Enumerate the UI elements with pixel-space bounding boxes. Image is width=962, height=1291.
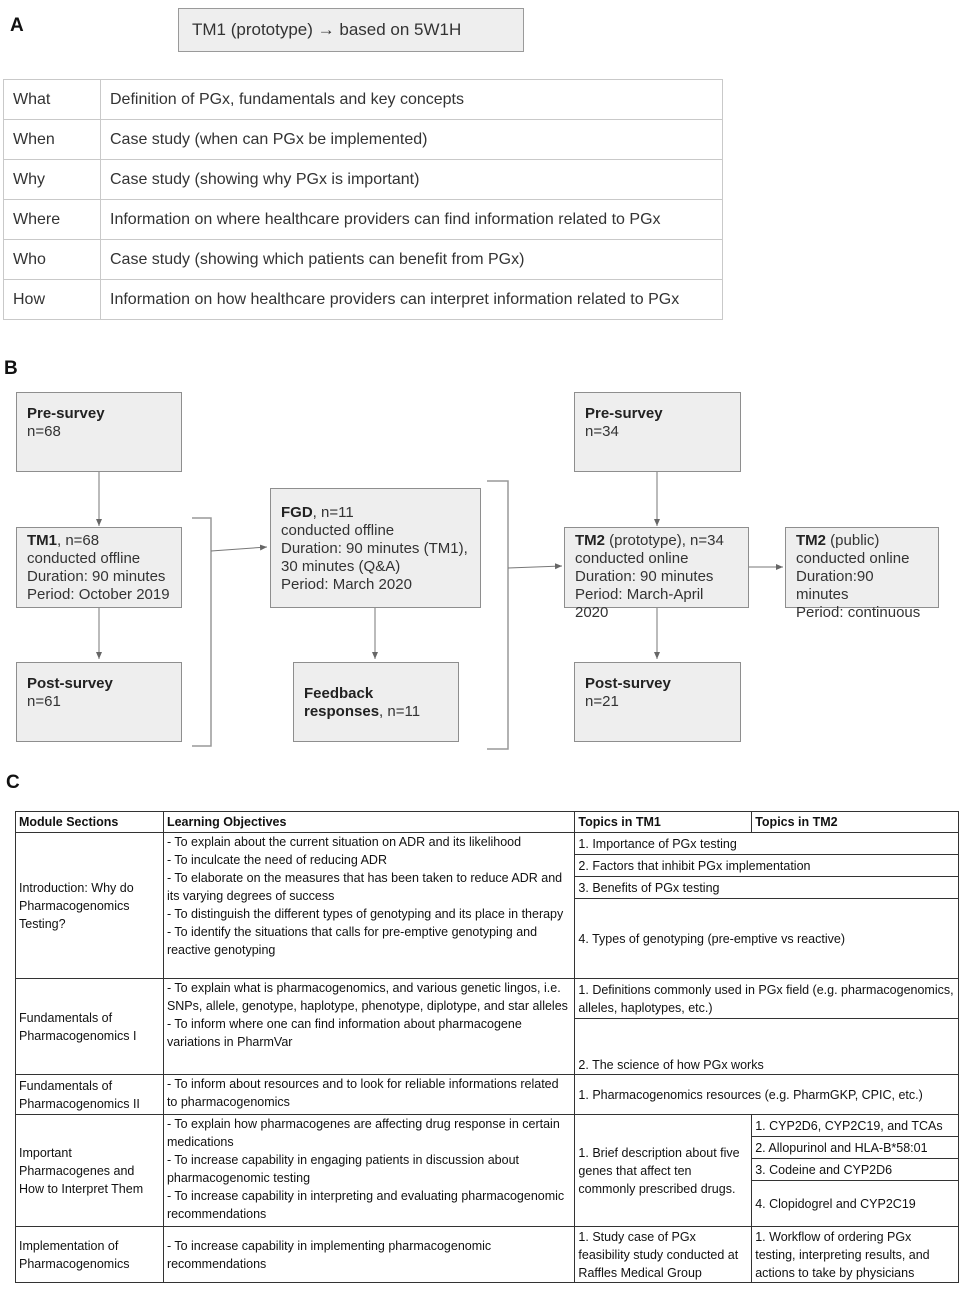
pre-survey-2-title: Pre-survey	[585, 405, 663, 422]
table-row	[16, 833, 959, 855]
tm1-mode: conducted offline	[27, 550, 141, 567]
objectives-cell	[163, 1115, 574, 1227]
topic-tm1-cell: 1. Brief description about five genes that affect ten commonly prescribed drugs.	[575, 1115, 752, 1227]
topic-tm2-cell: 2. Allopurinol and HLA-B*58:01	[752, 1137, 959, 1159]
objective-item: - To elaborate on the measures that has been taken to reduce ADR and its varying degrees of success	[166, 871, 563, 903]
tm2-public-duration: Duration:90 minutes	[796, 568, 874, 603]
tm2-period: Period: March-April 2020	[575, 586, 704, 621]
objective-item: - To increase capability in engaging patients in discussion about pharmacogenomic testing	[166, 1153, 520, 1185]
fgd-n: , n=11	[312, 504, 354, 521]
header-row	[16, 812, 959, 833]
header-module-sections: Module Sections	[16, 812, 164, 833]
answer-cell: Information on how healthcare providers can interpret information related to PGx	[101, 280, 723, 320]
answer-cell: Definition of PGx, fundamentals and key concepts	[101, 80, 723, 120]
table-row	[16, 1227, 959, 1283]
header-topics-tm2: Topics in TM2	[752, 812, 959, 833]
objectives-cell	[163, 1227, 574, 1283]
tm2-n: (prototype), n=34	[605, 532, 724, 549]
objective-item: - To explain about the current situation on ADR and its likelihood	[166, 835, 522, 849]
table-row	[4, 160, 723, 200]
pre-survey-1-box	[16, 392, 182, 472]
pre-survey-2-box	[574, 392, 741, 472]
objective-item: - To inculcate the need of reducing ADR	[166, 853, 387, 867]
objective-item: - To inform where one can find information about pharmacogene variations in PharmVar	[166, 1017, 522, 1049]
tm2-mode: conducted online	[575, 550, 689, 567]
tm2-public-mode: conducted online	[796, 550, 910, 567]
arrow-bracket-tm2	[508, 566, 562, 568]
topic-tm2-cell: 1. Workflow of ordering PGx testing, interpreting results, and actions to take by physicians	[752, 1227, 959, 1283]
bracket-right	[487, 481, 508, 749]
post-survey-1-box	[16, 662, 182, 742]
section-cell: Introduction: Why do Pharmacogenomics Testing?	[16, 833, 164, 979]
table-row	[4, 120, 723, 160]
post-survey-1-title: Post-survey	[27, 675, 113, 692]
tm1-box	[16, 527, 182, 608]
tm2-title: TM2	[575, 532, 605, 549]
pre-survey-2-n: n=34	[585, 423, 619, 440]
table-row	[4, 280, 723, 320]
objective-item: - To distinguish the different types of genotyping and its place in therapy	[166, 907, 564, 921]
topic-cell: 1. Definitions commonly used in PGx field (e.g. pharmacogenomics, alleles, haplotypes, etc.)	[575, 979, 959, 1019]
objective-item: - To increase capability in interpreting and evaluating pharmacogenomic recommendations	[166, 1189, 565, 1221]
objective-item: - To explain what is pharmacogenomics, and various genetic lingos, i.e. SNPs, allele, genotype, haplotype, phenotype, diplotype, and star alleles	[166, 981, 568, 1013]
header-topics-tm1: Topics in TM1	[575, 812, 752, 833]
question-cell: Where	[4, 200, 101, 240]
topic-tm2-cell: 1. CYP2D6, CYP2C19, and TCAs	[752, 1115, 959, 1137]
panel-c-label: C	[6, 772, 20, 793]
topic-cell: 3. Benefits of PGx testing	[575, 877, 959, 899]
table-row	[16, 979, 959, 1019]
topic-cell: 1. Importance of PGx testing	[575, 833, 959, 855]
question-cell: How	[4, 280, 101, 320]
topic-cell: 4. Types of genotyping (pre-emptive vs reactive)	[575, 899, 959, 979]
tm1-title: TM1	[27, 532, 57, 549]
topic-tm2-cell: 3. Codeine and CYP2D6	[752, 1159, 959, 1181]
pre-survey-1-n: n=68	[27, 423, 61, 440]
answer-cell: Case study (showing why PGx is important)	[101, 160, 723, 200]
tm1-n: , n=68	[57, 532, 100, 549]
answer-cell: Case study (when can PGx be implemented)	[101, 120, 723, 160]
tm2-prototype-box	[564, 527, 749, 621]
tm2-public-title: TM2	[796, 532, 826, 549]
question-cell: Who	[4, 240, 101, 280]
tm2-public-label: (public)	[826, 532, 880, 549]
section-cell: Fundamentals of Pharmacogenomics II	[16, 1075, 164, 1115]
feedback-box	[293, 662, 459, 742]
panel-b-label: B	[4, 358, 18, 379]
tm1-duration: Duration: 90 minutes	[27, 568, 166, 585]
arrow-bracket-fgd	[211, 547, 267, 551]
objective-item: - To explain how pharmacogenes are affecting drug response in certain medications	[166, 1117, 560, 1149]
post-survey-2-title: Post-survey	[585, 675, 671, 692]
topic-cell: 2. Factors that inhibit PGx implementation	[575, 855, 959, 877]
table-row	[4, 240, 723, 280]
topic-tm2-cell: 4. Clopidogrel and CYP2C19	[752, 1181, 959, 1227]
tm2-duration: Duration: 90 minutes	[575, 568, 714, 585]
question-cell: When	[4, 120, 101, 160]
objective-item: - To increase capability in implementing pharmacogenomic recommendations	[166, 1239, 492, 1271]
bracket-left	[192, 518, 211, 746]
question-cell: Why	[4, 160, 101, 200]
table-row	[16, 1115, 959, 1137]
objective-item: - To identify the situations that calls for pre-emptive genotyping and reactive genotyping	[166, 925, 538, 957]
section-cell: Fundamentals of Pharmacogenomics I	[16, 979, 164, 1075]
topic-cell: 2. The science of how PGx works	[575, 1019, 959, 1075]
header-learning-objectives: Learning Objectives	[163, 812, 574, 833]
section-cell: Important Pharmacogenes and How to Interpret Them	[16, 1115, 164, 1227]
topic-cell: 1. Pharmacogenomics resources (e.g. PharmGKP, CPIC, etc.)	[575, 1075, 959, 1115]
objectives-cell	[163, 1075, 574, 1115]
fgd-duration: Duration: 90 minutes (TM1),	[281, 540, 468, 557]
objectives-cell	[163, 979, 574, 1075]
answer-cell: Case study (showing which patients can benefit from PGx)	[101, 240, 723, 280]
5w1h-table	[3, 79, 723, 320]
fgd-period: Period: March 2020	[281, 576, 412, 593]
post-survey-1-n: n=61	[27, 693, 61, 710]
module-table	[15, 811, 959, 1283]
tm1-period: Period: October 2019	[27, 586, 170, 603]
panel-a-label: A	[10, 15, 24, 36]
tm2-public-box	[785, 527, 939, 621]
post-survey-2-n: n=21	[585, 693, 619, 710]
fgd-qa: 30 minutes (Q&A)	[281, 558, 401, 575]
section-cell: Implementation of Pharmacogenomics	[16, 1227, 164, 1283]
answer-cell: Information on where healthcare providers can find information related to PGx	[101, 200, 723, 240]
table-row	[16, 1075, 959, 1115]
table-row	[4, 80, 723, 120]
table-row	[4, 200, 723, 240]
tm2-public-period: Period: continuous	[796, 604, 921, 621]
question-cell: What	[4, 80, 101, 120]
feedback-title-2: responses	[304, 703, 380, 720]
fgd-box	[270, 488, 481, 608]
feedback-n: , n=11	[379, 703, 421, 720]
objective-item: - To inform about resources and to look for reliable informations related to pharmacogenomics	[166, 1077, 559, 1109]
framework-title: TM1 (prototype) → based on 5W1H	[178, 8, 524, 52]
fgd-title: FGD	[281, 504, 313, 521]
fgd-mode: conducted offline	[281, 522, 395, 539]
post-survey-2-box	[574, 662, 741, 742]
feedback-title: Feedback	[304, 685, 374, 702]
objectives-cell	[163, 833, 574, 979]
pre-survey-1-title: Pre-survey	[27, 405, 105, 422]
topic-tm1-cell: 1. Study case of PGx feasibility study conducted at Raffles Medical Group	[575, 1227, 752, 1283]
